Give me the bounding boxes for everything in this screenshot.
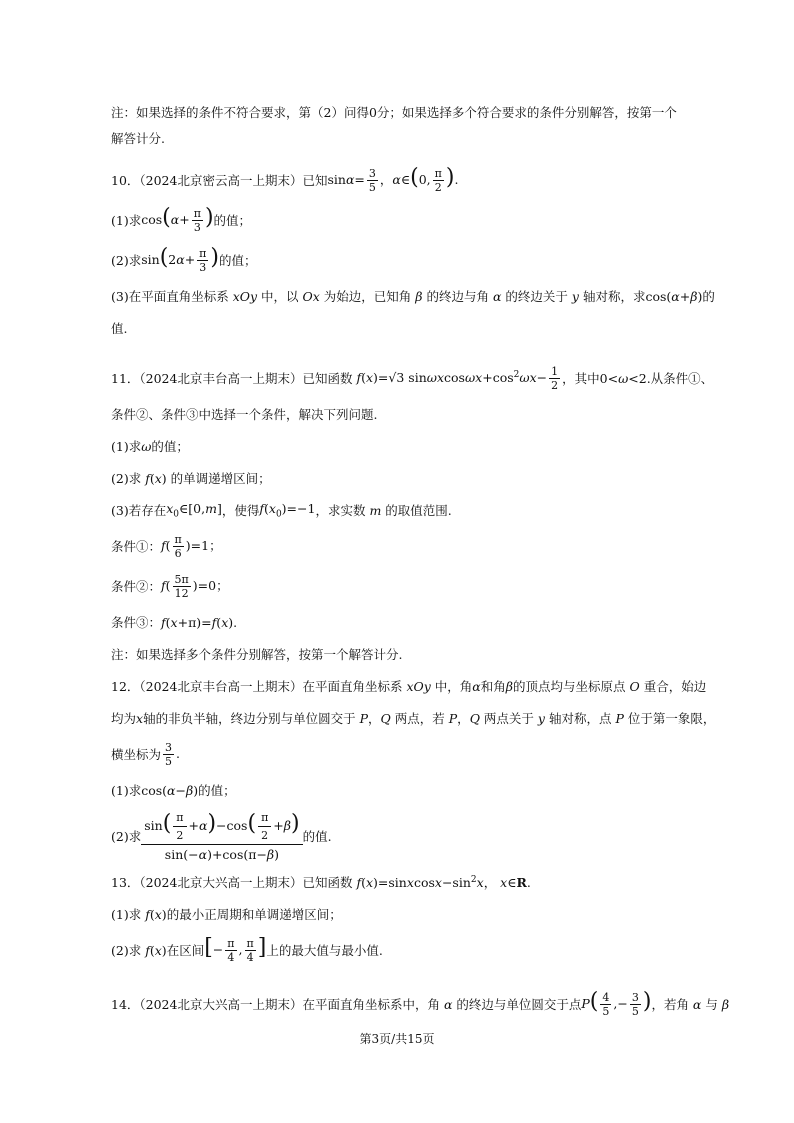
q11-head: 11．（2024北京丰台高一上期末）已知函数 f(x)=√3 $\sin\omega xcos\omega x+\cos^2\omega x-$ $\frac{1}{2}$ ，其中 0<ω<2 .从条件①、	[111, 364, 714, 392]
q11-line2: 条件②、条件③中选择一个条件，解决下列问题.	[111, 407, 378, 422]
q11-part3: (3)若存在 $x_0\in[0,m]$ ，使得 $f(x_0)=-1$ ，求实数 m 的取值范围.	[111, 500, 452, 520]
q11-part2: (2)求 f(x) 的单调递增区间；	[111, 470, 271, 486]
q12-line3: 横坐标为 $\frac{3}{5}$ .	[111, 740, 180, 768]
q10-part2: (2)求 sin(2α+ $\frac{\pi}{3}$ ) 的值；	[111, 244, 257, 274]
q11-part1: (1)求 ω 的值；	[111, 438, 189, 454]
q10-part3-cont: 值.	[111, 321, 128, 336]
q11-note: 注：如果选择多个条件分别解答，按第一个解答计分.	[111, 647, 403, 662]
q13-part2: (2)求 f(x) 在区间 [− $\frac{\pi}{4}$ , $\frac{\pi}{4}$ ] 上的最大值与最小值.	[111, 934, 383, 964]
q12-line2: 均为 x 轴的非负半轴，终边分别与单位圆交于 P，Q 两点，若 P，Q 两点关于 y 轴对称，点 P 位于第一象限，	[111, 710, 716, 726]
q12-part2: (2)求 sin( $\frac{\pi}{2}$ +α)−cos( $\frac{\pi}{2}$ +β) sin(−α)+cos(π−β) 的值.	[111, 810, 332, 862]
q13-part1: (1)求 f(x) 的最小正周期和单调递增区间；	[111, 906, 342, 922]
q12-head: 12．（2024北京丰台高一上期末）在平面直角坐标系 xOy 中，角 α 和角 β 的顶点均与坐标原点 O 重合，始边	[111, 678, 707, 694]
q10-part1: (1)求 cos(α+ $\frac{\pi}{3}$ ) 的值；	[111, 204, 252, 234]
q14-head: 14．（2024北京大兴高一上期末）在平面直角坐标系中，角 α 的终边与单位圆交于点 P( $\frac{4}{5}$ ,− $\frac{3}{5}$ ) ，若角 α 与 β	[111, 988, 730, 1018]
q12-part1: (1)求 cos(α−β) 的值；	[111, 782, 236, 798]
q11-condition2: 条件②： f( $\frac{5\pi}{12}$ )=0；	[111, 572, 229, 600]
page-footer: 第3页/共15页	[359, 1032, 435, 1046]
q13-head: 13．（2024北京大兴高一上期末）已知函数 $f(x)=sinxcosx-\sin^2x$， x∈R.	[111, 874, 531, 890]
top-note: 注：如果选择的条件不符合要求，第（2）问得0分；如果选择多个符合要求的条件分别解答，按第一个解答计分.	[111, 105, 677, 146]
q11-condition1: 条件①： f( $\frac{\pi}{6}$ )=1；	[111, 532, 222, 560]
q11-condition3: 条件③： f(x+π)=f(x).	[111, 614, 238, 630]
page-content	[111, 100, 730, 1024]
q10-part3: (3)在平面直角坐标系 xOy 中，以 Ox 为始边，已知角 β 的终边与角 α 的终边关于 y 轴对称，求 cos(α+β) 的	[111, 288, 715, 304]
q10-head: 10．（2024北京密云高一上期末）已知 sinα= $\frac{3}{5}$ ，α∈(0, $\frac{\pi}{2}$ ).	[111, 164, 459, 194]
